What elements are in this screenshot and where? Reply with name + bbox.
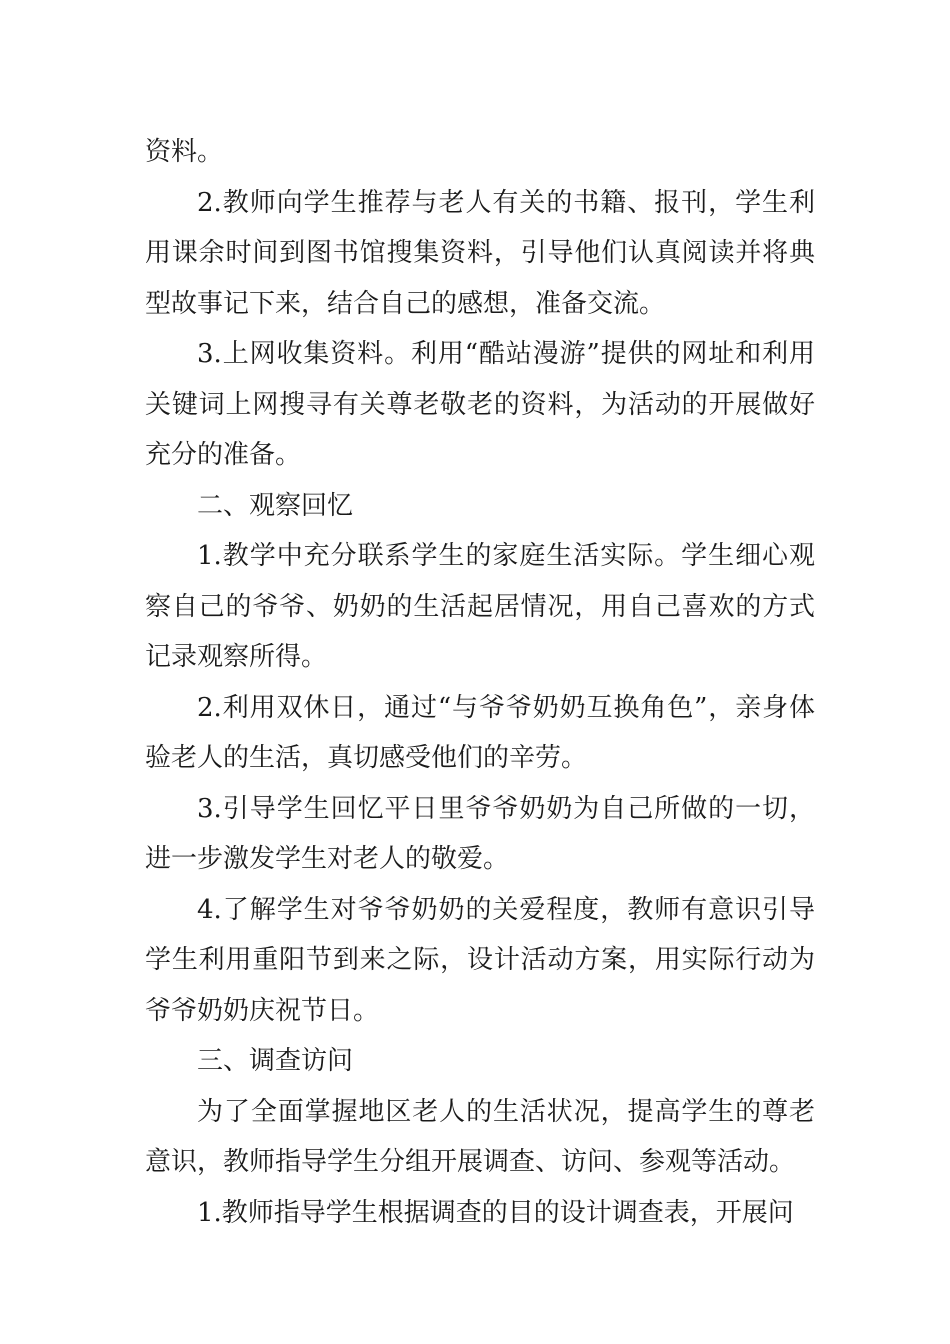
- paragraph-observe-1: 1.教学中充分联系学生的家庭生活实际。学生细心观察自己的爷爷、奶奶的生活起居情况，用自己喜欢的方式记录观察所得。: [145, 541, 815, 672]
- paragraph-observe-2: 2.利用双休日，通过“与爷爷奶奶互换角色”，亲身体验老人的生活，真切感受他们的辛劳。: [145, 692, 815, 773]
- paragraph-continuation: 资料。: [145, 137, 224, 167]
- paragraph-survey-1: 1.教师指导学生根据调查的目的设计调查表，开展问: [197, 1197, 794, 1228]
- paragraph-item-2-books: 2.教师向学生推荐与老人有关的书籍、报刊，学生利用课余时间到图书馆搜集资料，引导他们认真阅读并将典型故事记下来，结合自己的感想，准备交流。: [145, 187, 815, 319]
- document-body: [145, 127, 815, 1238]
- section-heading-observe: 二、观察回忆: [197, 490, 354, 521]
- paragraph-observe-4: 4.了解学生对爷爷奶奶的关爱程度，教师有意识引导学生利用重阳节到来之际，设计活动方案，用实际行动为爷爷奶奶庆祝节日。: [145, 894, 815, 1026]
- paragraph-survey-intro: 为了全面掌握地区老人的生活状况，提高学生的尊老意识，教师指导学生分组开展调查、访问、参观等活动。: [145, 1096, 815, 1177]
- section-heading-survey: 三、调查访问: [197, 1046, 354, 1076]
- paragraph-item-3-online: 3.上网收集资料。利用“酷站漫游”提供的网址和利用关键词上网搜寻有关尊老敬老的资料，为活动的开展做好充分的准备。: [145, 339, 815, 470]
- paragraph-observe-3: 3.引导学生回忆平日里爷爷奶奶为自己所做的一切，进一步激发学生对老人的敬爱。: [145, 793, 815, 874]
